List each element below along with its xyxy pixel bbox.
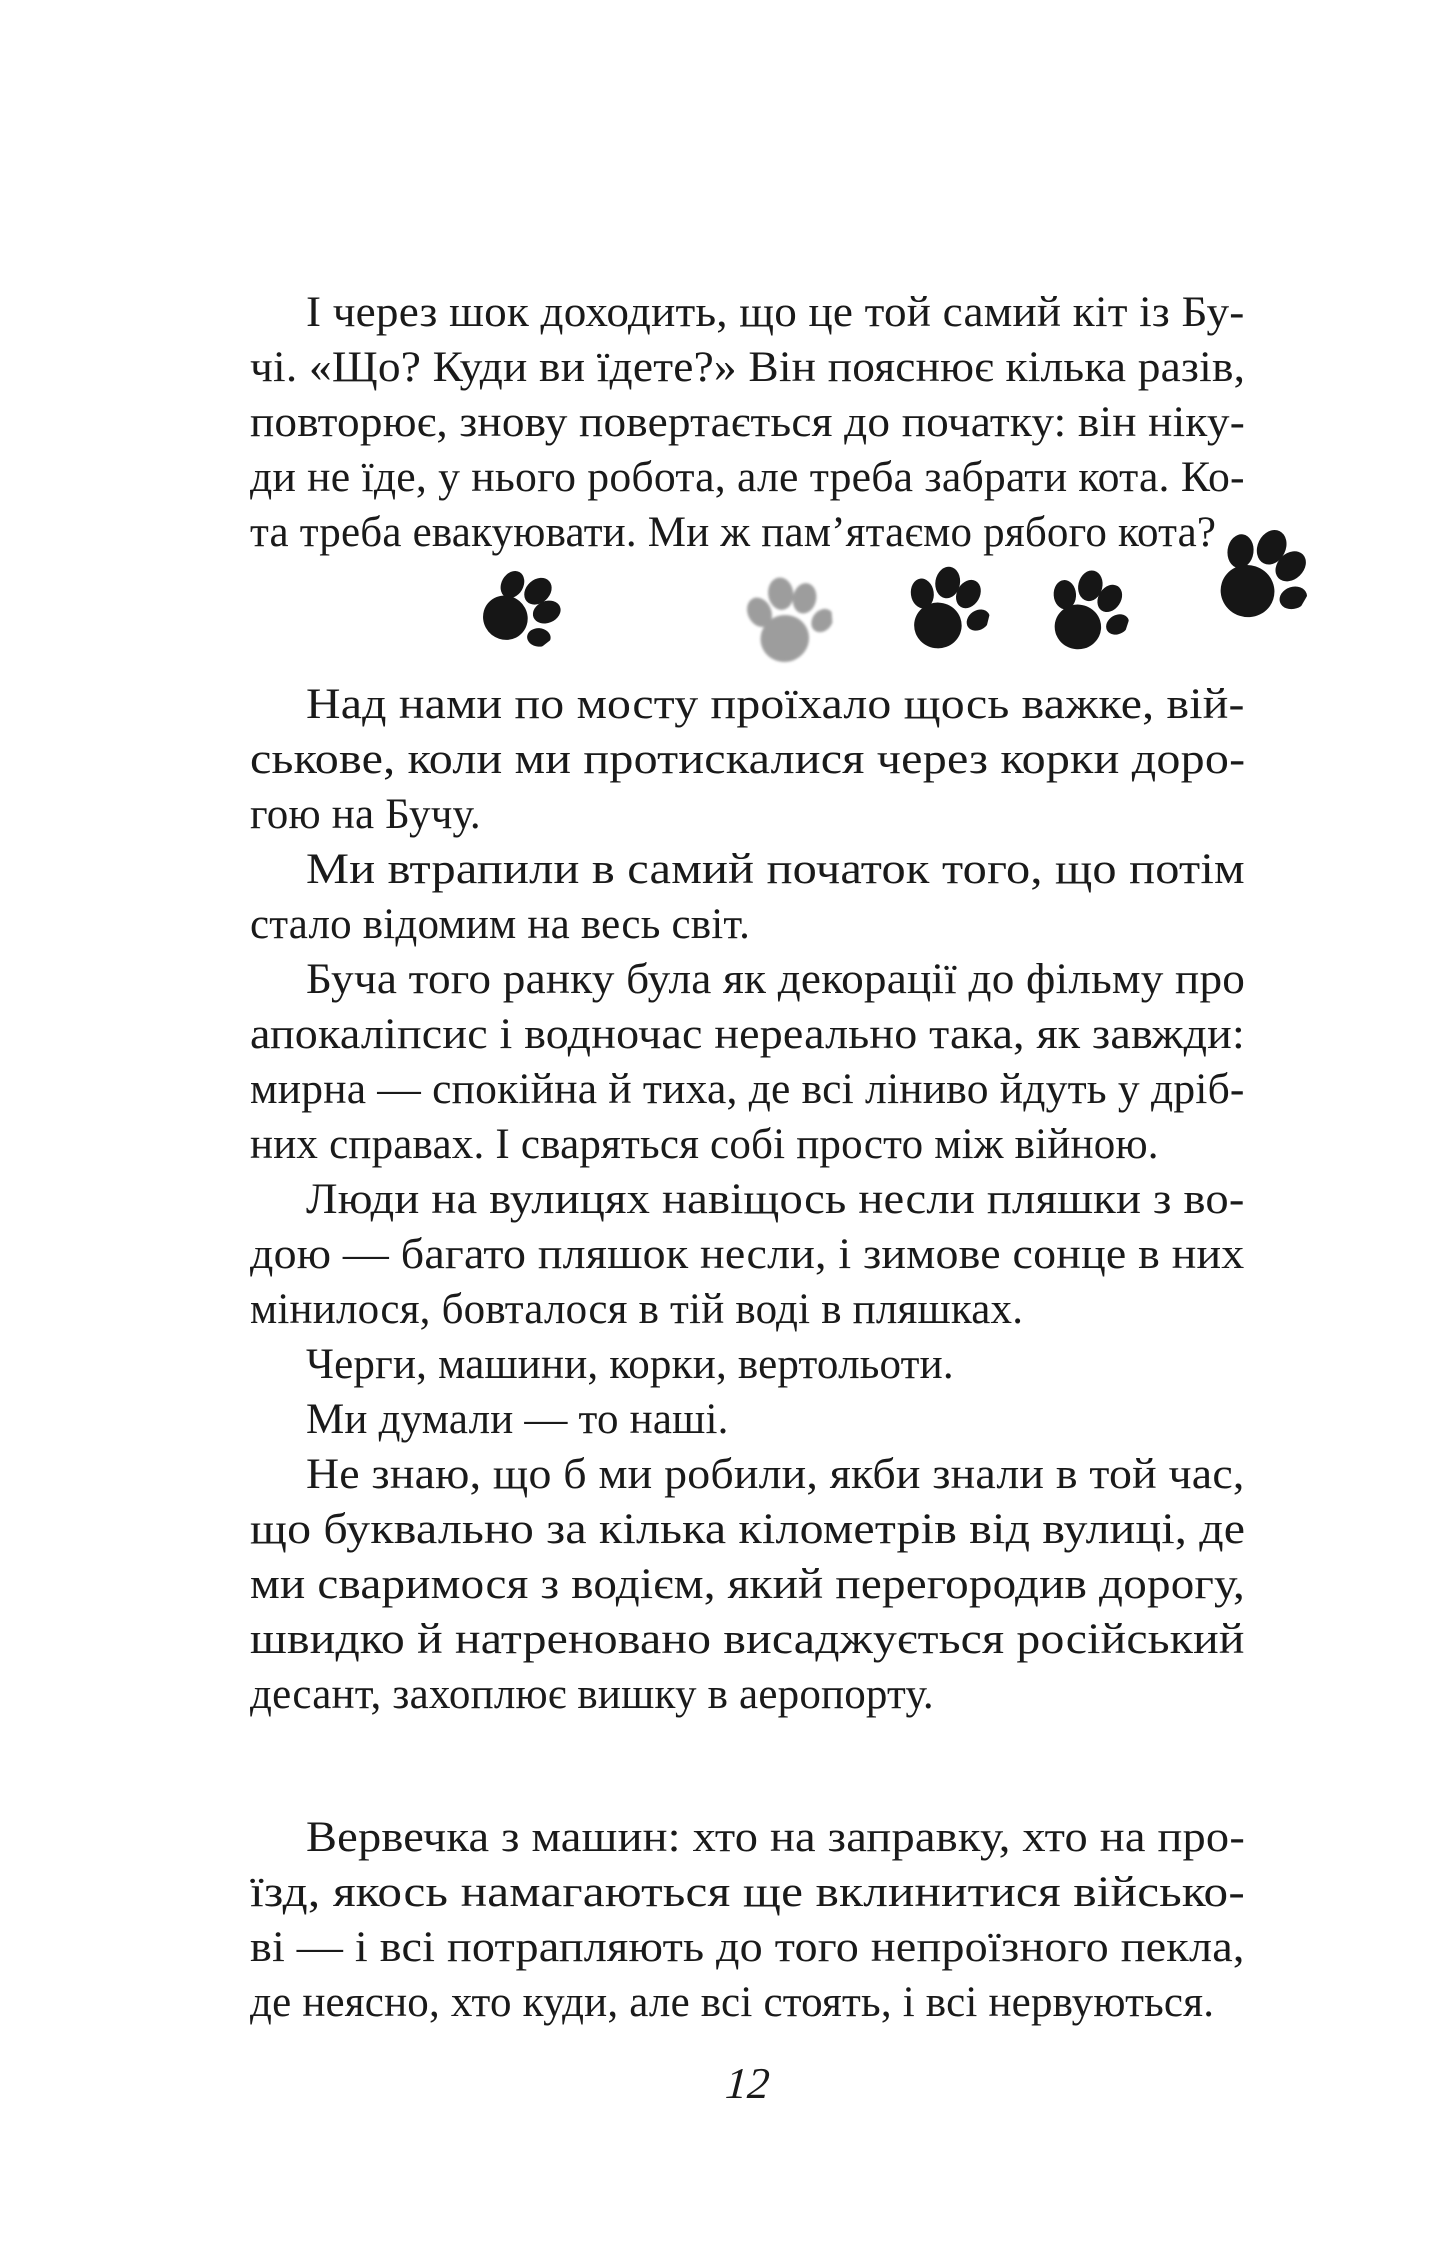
text-line: та треба евакуювати. Ми ж пам’ятаємо рябого кота? — [250, 509, 1217, 556]
paw-divider — [250, 560, 1245, 677]
text-line: Ми думали — то наші. — [306, 1396, 729, 1443]
text-line: них справах. І сваряться собі просто між війною. — [250, 1121, 1159, 1168]
paragraph — [250, 1447, 1245, 1722]
paragraph — [250, 1810, 1245, 2030]
paragraph — [250, 952, 1245, 1172]
text-line: Над нами по мосту проїхало щось важке, вій- — [306, 681, 1245, 728]
text-line: І через шок доходить, що це той самий кіт із Бу- — [306, 289, 1245, 336]
text-line: Вервечка з машин: хто на заправку, хто на про- — [306, 1814, 1246, 1861]
paw-print-icon — [459, 547, 585, 671]
text-column — [250, 285, 1245, 2110]
text-line: десант, захоплює вишку в аеропорту. — [250, 1671, 934, 1718]
text-line: швидко й натреновано висаджується російський — [250, 1616, 1245, 1663]
text-line: ми сваримося з водієм, який перегородив дорогу, — [250, 1561, 1246, 1608]
paw-print-icon — [891, 549, 1000, 666]
paragraph — [250, 842, 1245, 952]
text-line: мінилося, бовталося в тій воді в пляшках. — [250, 1286, 1024, 1333]
paw-print-icon — [739, 565, 836, 672]
text-line: мирна — спокійна й тиха, де всі ліниво йдуть у дріб- — [250, 1066, 1245, 1113]
paragraph-group-bottom — [250, 1810, 1245, 2030]
paragraph — [250, 677, 1245, 842]
paragraph — [250, 285, 1245, 560]
text-line: гою на Бучу. — [250, 791, 481, 838]
paragraph-group-middle — [250, 677, 1245, 1722]
text-line: ськове, коли ми протискалися через корки доро- — [250, 736, 1246, 783]
text-line: повторює, знову повертається до початку: він ніку- — [250, 399, 1246, 446]
paragraph — [250, 1172, 1245, 1337]
text-line: де неясно, хто куди, але всі стоять, і всі нервуються. — [250, 1979, 1215, 2026]
text-line: ди не їде, у нього робота, але треба забрати кота. Ко- — [250, 454, 1245, 501]
text-line: ві — і всі потрапляють до того непроїзного пекла, — [250, 1924, 1245, 1971]
text-line: Буча того ранку була як декорації до фільму про — [306, 956, 1246, 1003]
text-line: чі. «Що? Куди ви їдете?» Він пояснює кілька разів, — [250, 344, 1246, 391]
text-line: Ми втрапили в самий початок того, що потім — [306, 846, 1245, 893]
text-line: Не знаю, що б ми робили, якби знали в той час, — [306, 1451, 1245, 1498]
text-line: дою — багато пляшок несли, і зимове сонце в них — [250, 1231, 1245, 1278]
text-line: що буквально за кілька кілометрів від вулиці, де — [250, 1506, 1246, 1553]
text-line: Черги, машини, корки, вертольоти. — [306, 1341, 954, 1388]
section-break — [250, 1722, 1245, 1810]
text-line: стало відомим на весь світ. — [250, 901, 751, 948]
text-line: апокаліпсис і водночас нереально така, як завжди: — [250, 1011, 1245, 1058]
paw-print-icon — [1031, 551, 1142, 669]
text-line: Люди на вулицях навіщось несли пляшки з во- — [306, 1176, 1245, 1223]
paragraph — [250, 1392, 1245, 1447]
page-number: 12 — [723, 2059, 772, 2108]
paragraph — [250, 1337, 1245, 1392]
paragraph-group-top — [250, 285, 1245, 560]
text-line: їзд, якось намагаються ще вклинитися військо- — [250, 1869, 1245, 1916]
